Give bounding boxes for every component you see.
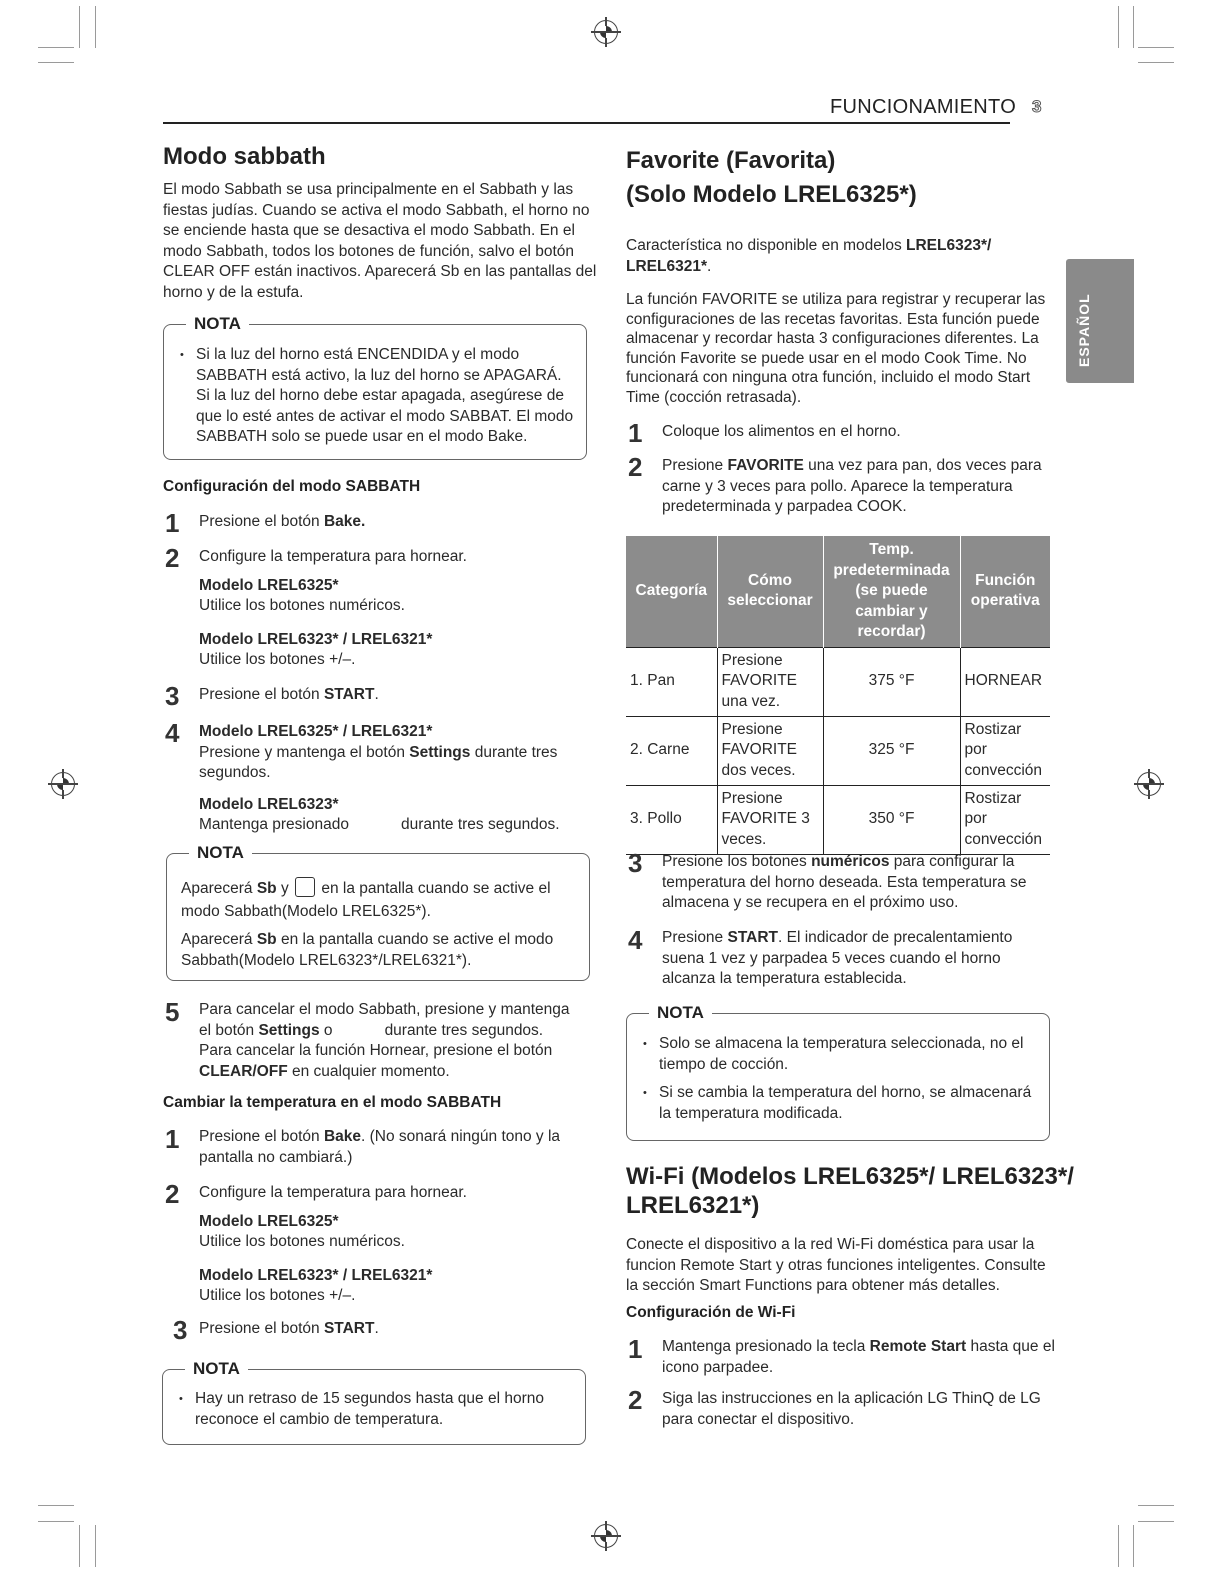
text-line: veces. xyxy=(721,830,767,848)
step-number: 3 xyxy=(628,848,643,878)
table-cell xyxy=(960,785,1050,854)
text-run-bold: START xyxy=(323,686,375,703)
table-header: Categoría xyxy=(626,536,717,647)
sabbath-symbol-icon xyxy=(295,877,315,897)
text-line: función Favorite se puede usar en el modo Cook Time. No xyxy=(626,349,1027,367)
step-text xyxy=(199,1000,589,1082)
text-line: la sección Smart Functions para obtener más detalles. xyxy=(626,1277,1000,1294)
text-run: en cualquier momento. xyxy=(287,1062,450,1080)
table-row xyxy=(626,716,1050,785)
table-header: Temp. predeterminada (se puede cambiar y recordar) xyxy=(823,536,960,647)
table-cell xyxy=(960,716,1050,785)
table-row xyxy=(626,785,1050,854)
text-run: Presione el botón xyxy=(199,1320,324,1337)
sabbath-config-title: Configuración del modo SABBATH xyxy=(163,478,421,495)
text-line: FAVORITE 3 xyxy=(721,810,810,828)
favorite-subtitle: (Solo Modelo LREL6325*) xyxy=(626,181,917,208)
step-text xyxy=(662,456,1052,518)
text-run: Presione los botones xyxy=(662,853,812,870)
text-run: hasta que el xyxy=(966,1338,1055,1355)
note-bullet xyxy=(196,345,576,448)
step-number: 4 xyxy=(165,718,180,748)
step-number: 2 xyxy=(165,1179,180,1209)
text-run-bold: CLEAR/OFF xyxy=(199,1062,288,1080)
table-cell: 325 °F xyxy=(823,716,960,785)
text-line: Presione xyxy=(721,789,783,807)
wifi-config-title: Configuración de Wi-Fi xyxy=(626,1304,796,1321)
text-run: Característica no disponible en modelos xyxy=(626,237,907,254)
model-label: Modelo LREL6325* xyxy=(199,576,339,594)
favorite-title: Favorite (Favorita) xyxy=(626,147,836,174)
text-line: Time (cocción retrasada). xyxy=(626,388,802,406)
note-bullet xyxy=(195,1389,575,1430)
text-line: pantalla no cambiará.) xyxy=(199,1148,353,1166)
text-line: tiempo de cocción. xyxy=(659,1055,789,1073)
crop-mark xyxy=(1118,6,1119,48)
crop-mark xyxy=(38,1505,74,1506)
text-line: para conectar el dispositivo. xyxy=(662,1410,855,1428)
text-line: • Si la luz del horno está ENCENDIDA y el modo xyxy=(196,346,520,363)
sabbath-intro xyxy=(163,180,603,303)
text-line: Conecte el dispositivo a la red Wi-Fi doméstica para usar la xyxy=(626,1236,1035,1253)
text-line: se enciende hasta que se desactiva el modo Sabbath. En el xyxy=(163,222,575,239)
text-line: Si la luz del horno debe estar apagada, asegúrese de xyxy=(196,387,564,404)
text-line xyxy=(662,928,1052,949)
crop-mark xyxy=(1138,1505,1174,1506)
text-line: suena 1 vez y parpadea 5 veces cuando el horno xyxy=(662,949,1001,967)
text-run: durante tres segundos. xyxy=(384,1021,544,1039)
model-label: Modelo LREL6323* xyxy=(199,795,339,813)
text-run-bold: Bake xyxy=(323,1128,362,1145)
text-line: convección xyxy=(964,830,1043,848)
text-run: Mantenga presionado la tecla xyxy=(662,1338,870,1355)
text-run: durante tres xyxy=(470,743,558,761)
text-run-bold: LREL6321* xyxy=(626,257,707,275)
text-line xyxy=(626,236,1046,257)
wifi-title-line2: LREL6321*) xyxy=(626,1192,760,1219)
text-line xyxy=(662,456,1052,477)
text-run-bold: LREL6323*/ xyxy=(906,237,992,254)
text-line xyxy=(199,1021,589,1042)
step-text xyxy=(662,852,1052,914)
text-line: Utilice los botones +/–. xyxy=(199,1287,356,1304)
text-run: el botón xyxy=(199,1021,259,1039)
text-line: Para cancelar la función Hornear, presione el botón xyxy=(199,1042,553,1059)
text-line: • Si se cambia la temperatura del horno, se almacenará xyxy=(659,1084,1032,1101)
model-label: Modelo LREL6325* xyxy=(199,1212,339,1230)
text-line: • Hay un retraso de 15 segundos hasta que el horno xyxy=(195,1390,544,1407)
note-bullet xyxy=(659,1083,1039,1124)
step-text xyxy=(662,1389,1062,1430)
text-line: • Solo se almacena la temperatura seleccionada, no el xyxy=(659,1035,1024,1052)
text-line: SABBATH solo se puede usar en el modo Bake. xyxy=(196,428,528,445)
step-number: 4 xyxy=(628,925,643,955)
text-line: por xyxy=(964,741,987,759)
text-line: Rostizar xyxy=(964,720,1022,738)
text-line: configuraciones de las recetas favoritas. Esta función puede xyxy=(626,310,1040,328)
text-line: una vez. xyxy=(721,692,781,710)
wifi-intro xyxy=(626,1235,1056,1297)
text-line xyxy=(199,1062,589,1083)
text-line: segundos. xyxy=(199,764,271,781)
text-run-bold: Bake. xyxy=(323,513,366,530)
text-line: horno y de la estufa. xyxy=(163,283,304,301)
text-run-bold: Sb xyxy=(256,880,277,897)
crop-mark xyxy=(95,6,96,48)
text-run-bold: FAVORITE xyxy=(727,457,804,474)
text-run: Presione y mantenga el botón xyxy=(199,743,410,761)
text-line: por xyxy=(964,810,987,828)
text-line: HORNEAR xyxy=(964,672,1043,690)
text-line: Utilice los botones +/–. xyxy=(199,651,356,668)
text-run: . xyxy=(706,257,712,275)
text-run: . El indicador de precalentamiento xyxy=(778,929,1013,946)
text-line: Utilice los botones numéricos. xyxy=(199,1233,405,1250)
step-text xyxy=(199,547,467,671)
text-run: Presione el botón xyxy=(199,686,324,703)
table-cell xyxy=(717,716,823,785)
model-label: Modelo LREL6323* / LREL6321* xyxy=(199,1266,433,1284)
favorite-table xyxy=(626,536,1050,855)
crop-mark xyxy=(38,1521,74,1522)
note-box xyxy=(166,843,590,981)
text-line: icono parpadee. xyxy=(662,1358,774,1376)
table-cell: 375 °F xyxy=(823,647,960,716)
favorite-availability xyxy=(626,236,1046,277)
text-line: predeterminada y parpadea COOK. xyxy=(662,498,907,515)
text-line xyxy=(199,1127,589,1148)
note-label: NOTA xyxy=(189,843,252,863)
step-number: 3 xyxy=(173,1315,188,1345)
text-line: La función FAVORITE se utiliza para registrar y recuperar las xyxy=(626,291,1046,308)
crop-mark xyxy=(79,6,80,48)
text-line: temperatura del horno deseada. Esta temperatura se xyxy=(662,873,1027,891)
text-line xyxy=(181,930,581,951)
step-number: 2 xyxy=(628,452,643,482)
table-cell: 2. Carne xyxy=(626,716,717,785)
text-run: Presione el botón xyxy=(199,1128,324,1145)
crop-mark xyxy=(1138,62,1174,63)
text-run-bold: Sb xyxy=(256,931,277,948)
step-number: 1 xyxy=(165,508,180,538)
note-bullet xyxy=(659,1034,1039,1075)
registration-mark-icon xyxy=(1137,772,1161,796)
text-line: fiestas judías. Cuando se activa el modo Sabbath, el horno no xyxy=(163,201,590,219)
crop-mark xyxy=(1138,47,1174,48)
text-run: Aparecerá xyxy=(181,880,257,897)
text-run: . (No sonará ningún tono y la xyxy=(361,1128,561,1145)
note-box xyxy=(163,314,587,460)
table-cell xyxy=(717,785,823,854)
page-header-title: FUNCIONAMIENTO xyxy=(830,96,1017,118)
crop-mark xyxy=(95,1525,96,1567)
step-text xyxy=(199,1127,589,1168)
text-run-bold: Settings xyxy=(409,743,471,761)
text-run: en la pantalla cuando se active el xyxy=(317,880,551,897)
crop-mark xyxy=(1133,6,1134,48)
text-line: Utilice los botones numéricos. xyxy=(199,597,405,614)
table-cell xyxy=(717,647,823,716)
table-cell: 3. Pollo xyxy=(626,785,717,854)
text-run: o xyxy=(319,1021,333,1039)
text-run: Aparecerá xyxy=(181,931,257,948)
text-run: . xyxy=(374,686,379,703)
text-run: una vez para pan, dos veces para xyxy=(803,457,1042,474)
text-run: y xyxy=(276,880,294,897)
wifi-title: Wi-Fi (Modelos LREL6325*/ LREL6323*/ xyxy=(626,1163,1074,1190)
text-line: modo Sabbath(Modelo LREL6325*). xyxy=(181,902,431,920)
page-number: 3 xyxy=(1032,97,1042,116)
text-line: carne y 3 veces para pollo. Aparece la temperatura xyxy=(662,477,1013,495)
text-run: Presione xyxy=(662,929,728,946)
text-line: Siga las instrucciones en la aplicación LG ThinQ de LG xyxy=(662,1390,1041,1407)
registration-mark-icon xyxy=(51,772,75,796)
registration-mark-icon xyxy=(594,20,618,44)
crop-mark xyxy=(38,47,74,48)
text-line: funcion Remote Start y otras funciones inteligentes. Consulte xyxy=(626,1256,1046,1274)
table-row xyxy=(626,647,1050,716)
text-run-bold: Remote Start xyxy=(869,1338,967,1355)
text-line xyxy=(199,743,579,764)
text-line: Configure la temperatura para hornear. xyxy=(199,548,467,565)
text-run: Presione xyxy=(662,457,728,474)
step-number: 1 xyxy=(628,1334,643,1364)
text-run: durante tres segundos. xyxy=(400,816,560,833)
text-run: en la pantalla cuando se active el modo xyxy=(276,931,554,948)
table-header: Cómo seleccionar xyxy=(717,536,823,647)
note-label: NOTA xyxy=(185,1359,248,1379)
model-label: Modelo LREL6325* / LREL6321* xyxy=(199,723,433,740)
sabbath-temp-title: Cambiar la temperatura en el modo SABBATH xyxy=(163,1094,502,1111)
text-line: Configure la temperatura para hornear. xyxy=(199,1184,467,1201)
text-line: dos veces. xyxy=(721,761,796,779)
text-line: CLEAR OFF están inactivos. Aparecerá Sb en las pantallas del xyxy=(163,263,597,280)
text-line: FAVORITE xyxy=(721,741,798,759)
text-run: Presione el botón xyxy=(199,513,324,530)
note-label: NOTA xyxy=(186,314,249,334)
table-cell: 1. Pan xyxy=(626,647,717,716)
language-tab-label: ESPAÑOL xyxy=(1076,293,1092,367)
table-header-row xyxy=(626,536,1050,647)
text-line xyxy=(199,815,579,836)
crop-mark xyxy=(38,62,74,63)
text-line xyxy=(626,257,1046,278)
text-line: modo Sabbath, todos los botones de función, salvo el botón xyxy=(163,242,575,260)
text-line: Presione xyxy=(721,651,783,669)
text-run: para configurar la xyxy=(889,853,1015,870)
table-header: Función operativa xyxy=(960,536,1050,647)
text-line: que lo esté antes de activar el modo SABBAT. El modo xyxy=(196,407,574,425)
text-line: convección xyxy=(964,761,1043,779)
step-number: 5 xyxy=(165,997,180,1027)
note-box xyxy=(626,1003,1050,1141)
header-rule xyxy=(163,122,1010,124)
step-number: 3 xyxy=(165,681,180,711)
sabbath-title: Modo sabbath xyxy=(163,143,326,170)
table-cell: 350 °F xyxy=(823,785,960,854)
text-line xyxy=(662,1337,1062,1358)
text-run: . xyxy=(374,1320,379,1337)
step-number: 2 xyxy=(165,543,180,573)
text-line: funcionará con ninguna otra función, incluido el modo Start xyxy=(626,369,1031,386)
crop-mark xyxy=(79,1525,80,1567)
language-tab xyxy=(1066,259,1134,383)
step-text xyxy=(662,928,1052,990)
note-text xyxy=(181,877,581,971)
text-line xyxy=(662,852,1052,873)
text-run-bold: Settings xyxy=(258,1021,320,1039)
registration-mark-icon xyxy=(594,1524,618,1548)
step-text xyxy=(199,722,579,836)
note-label: NOTA xyxy=(649,1003,712,1023)
text-line: El modo Sabbath se usa principalmente en el Sabbath y las xyxy=(163,181,574,198)
crop-mark xyxy=(1118,1525,1119,1567)
text-line: alcanza la temperatura establecida. xyxy=(662,970,907,987)
text-line: SABBATH está activo, la luz del horno se APAGARÁ. xyxy=(196,366,562,384)
text-run-bold: START xyxy=(727,929,778,946)
step-number: 1 xyxy=(165,1124,180,1154)
text-line xyxy=(181,877,581,900)
text-run: Mantenga presionado xyxy=(199,816,349,833)
step-text xyxy=(662,1337,1062,1378)
text-line: Para cancelar el modo Sabbath, presione y mantenga xyxy=(199,1001,570,1018)
crop-mark xyxy=(1138,1521,1174,1522)
step-text: Coloque los alimentos en el horno. xyxy=(662,423,901,440)
step-text xyxy=(199,512,365,533)
crop-mark xyxy=(1133,1525,1134,1567)
text-line: Sabbath(Modelo LREL6323*/LREL6321*). xyxy=(181,951,472,969)
step-number: 1 xyxy=(628,418,643,448)
text-line: almacenar y recordar hasta 3 configuraciones diferentes. La xyxy=(626,330,1039,347)
text-run-bold: START xyxy=(323,1320,375,1337)
text-line: FAVORITE xyxy=(721,672,798,690)
favorite-intro xyxy=(626,290,1056,407)
step-text xyxy=(199,685,379,706)
note-box xyxy=(162,1359,586,1445)
step-text xyxy=(199,1183,467,1307)
step-number: 2 xyxy=(628,1385,643,1415)
step-text xyxy=(199,1319,379,1340)
text-line: almacena y se recupera en el próximo uso. xyxy=(662,894,959,911)
model-label: Modelo LREL6323* / LREL6321* xyxy=(199,630,433,648)
text-line: Presione xyxy=(721,720,783,738)
text-line: la temperatura modificada. xyxy=(659,1104,843,1122)
text-line: reconoce el cambio de temperatura. xyxy=(195,1410,444,1428)
text-line: Rostizar xyxy=(964,789,1022,807)
table-cell xyxy=(960,647,1050,716)
text-run-bold: numéricos xyxy=(811,853,890,870)
